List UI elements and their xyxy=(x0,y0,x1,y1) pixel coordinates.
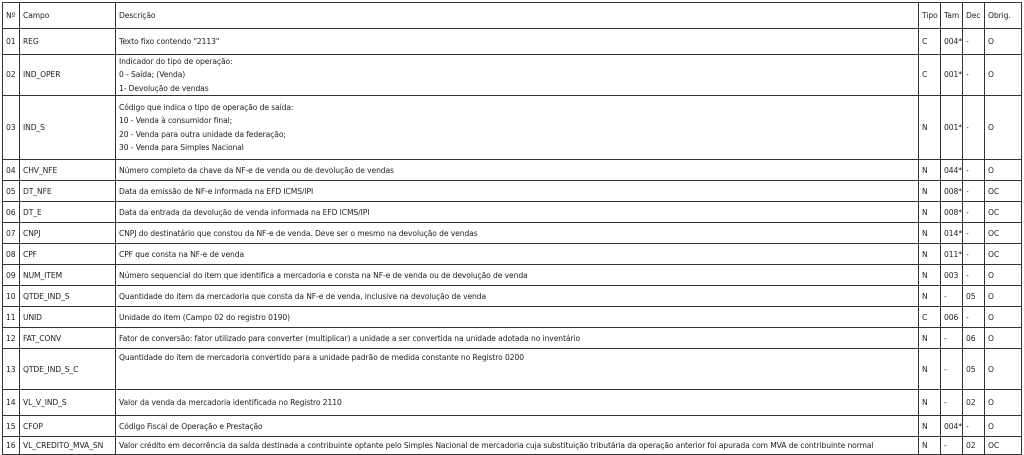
cell-tam: 003 xyxy=(941,265,963,286)
cell-tipo: N xyxy=(919,416,941,437)
cell-tam: 008* xyxy=(941,181,963,202)
description-line: 0 - Saída; (Venda) xyxy=(119,70,186,80)
cell-dec: 02 xyxy=(963,390,985,416)
header-descricao: Descrição xyxy=(116,3,919,29)
description-line: Valor crédito em decorrência da saída destinada a contribuinte optante pelo Simples Nacional de mercadoria cuja substituição tributária da operação anterior foi apurada com MVA de contribuinte normal xyxy=(119,441,874,451)
cell-tam: - xyxy=(941,286,963,307)
cell-obrig: OC xyxy=(985,437,1022,455)
description-line: Código Fiscal de Operação e Prestação xyxy=(119,421,263,431)
registro-2113-fields-table xyxy=(2,2,1022,455)
table-row xyxy=(3,160,1022,181)
cell-campo: CPF xyxy=(20,244,116,265)
cell-dec: - xyxy=(963,181,985,202)
table-row xyxy=(3,328,1022,349)
cell-obrig: O xyxy=(985,160,1022,181)
cell-campo: CFOP xyxy=(20,416,116,437)
cell-tam: 008* xyxy=(941,202,963,223)
cell-campo: NUM_ITEM xyxy=(20,265,116,286)
table-row xyxy=(3,416,1022,437)
cell-tam: - xyxy=(941,328,963,349)
cell-obrig: OC xyxy=(985,244,1022,265)
cell-numero: 14 xyxy=(3,390,20,416)
description-line: Texto fixo contendo "2113" xyxy=(119,36,220,46)
cell-descricao xyxy=(116,328,919,349)
cell-descricao xyxy=(116,244,919,265)
cell-numero: 16 xyxy=(3,437,20,455)
header-campo: Campo xyxy=(20,3,116,29)
cell-numero: 07 xyxy=(3,223,20,244)
cell-obrig: O xyxy=(985,416,1022,437)
cell-campo: DT_NFE xyxy=(20,181,116,202)
cell-dec: - xyxy=(963,202,985,223)
description-line: Data da entrada da devolução de venda informada na EFD ICMS/IPI xyxy=(119,207,370,217)
cell-campo: FAT_CONV xyxy=(20,328,116,349)
cell-numero: 10 xyxy=(3,286,20,307)
cell-tam: 004* xyxy=(941,416,963,437)
cell-tipo: N xyxy=(919,244,941,265)
cell-obrig: O xyxy=(985,307,1022,328)
cell-tipo: N xyxy=(919,328,941,349)
cell-dec: - xyxy=(963,223,985,244)
table-row xyxy=(3,223,1022,244)
cell-descricao xyxy=(116,265,919,286)
cell-obrig: O xyxy=(985,286,1022,307)
table-row xyxy=(3,307,1022,328)
cell-tipo: N xyxy=(919,349,941,390)
cell-campo: VL_CREDITO_MVA_SN xyxy=(20,437,116,455)
cell-tipo: N xyxy=(919,181,941,202)
description-line: CNPJ do destinatário que constou da NF-e de venda. Deve ser o mesmo na devolução de vendas xyxy=(119,228,478,238)
table-row xyxy=(3,286,1022,307)
header-dec: Dec xyxy=(963,3,985,29)
cell-dec: - xyxy=(963,55,985,96)
cell-tam: 044* xyxy=(941,160,963,181)
cell-tipo: N xyxy=(919,160,941,181)
cell-numero: 15 xyxy=(3,416,20,437)
cell-numero: 04 xyxy=(3,160,20,181)
cell-campo: UNID xyxy=(20,307,116,328)
cell-tipo: N xyxy=(919,286,941,307)
cell-campo: QTDE_IND_S_C xyxy=(20,349,116,390)
table-row xyxy=(3,29,1022,55)
cell-obrig: OC xyxy=(985,202,1022,223)
cell-tipo: C xyxy=(919,29,941,55)
cell-numero: 13 xyxy=(3,349,20,390)
description-line: Código que indica o tipo de operação de saída: xyxy=(119,102,294,112)
table-header-row xyxy=(3,3,1022,29)
cell-dec: 06 xyxy=(963,328,985,349)
cell-dec: 05 xyxy=(963,286,985,307)
cell-obrig: O xyxy=(985,96,1022,160)
cell-tipo: N xyxy=(919,437,941,455)
cell-numero: 12 xyxy=(3,328,20,349)
cell-tam: 001* xyxy=(941,55,963,96)
cell-dec: - xyxy=(963,265,985,286)
cell-tam: 014* xyxy=(941,223,963,244)
cell-campo: IND_S xyxy=(20,96,116,160)
cell-descricao xyxy=(116,202,919,223)
table-row xyxy=(3,390,1022,416)
cell-descricao xyxy=(116,286,919,307)
cell-campo: DT_E xyxy=(20,202,116,223)
cell-tipo: N xyxy=(919,223,941,244)
cell-tipo: N xyxy=(919,265,941,286)
cell-descricao xyxy=(116,181,919,202)
cell-tipo: N xyxy=(919,202,941,223)
cell-descricao xyxy=(116,349,919,390)
cell-tam: 001* xyxy=(941,96,963,160)
table-row xyxy=(3,265,1022,286)
cell-numero: 02 xyxy=(3,55,20,96)
cell-descricao xyxy=(116,307,919,328)
cell-tam: - xyxy=(941,349,963,390)
cell-tipo: C xyxy=(919,55,941,96)
table-row xyxy=(3,55,1022,96)
table-row xyxy=(3,202,1022,223)
table-row xyxy=(3,244,1022,265)
cell-numero: 09 xyxy=(3,265,20,286)
cell-tam: 004* xyxy=(941,29,963,55)
cell-numero: 05 xyxy=(3,181,20,202)
description-line: Quantidade do item de mercadoria convertido para a unidade padrão de medida constante no Registro 0200 xyxy=(119,353,524,363)
cell-obrig: OC xyxy=(985,223,1022,244)
description-line: 10 - Venda à consumidor final; xyxy=(119,116,233,126)
cell-tam: - xyxy=(941,437,963,455)
cell-campo: VL_V_IND_S xyxy=(20,390,116,416)
cell-numero: 01 xyxy=(3,29,20,55)
cell-obrig: O xyxy=(985,265,1022,286)
description-line: Número completo da chave da NF-e de venda ou de devolução de vendas xyxy=(119,165,394,175)
cell-descricao xyxy=(116,416,919,437)
cell-obrig: O xyxy=(985,349,1022,390)
cell-tam: 011* xyxy=(941,244,963,265)
description-line: CPF que consta na NF-e de venda xyxy=(119,249,245,259)
cell-numero: 08 xyxy=(3,244,20,265)
cell-tipo: N xyxy=(919,390,941,416)
cell-campo: CHV_NFE xyxy=(20,160,116,181)
cell-descricao xyxy=(116,437,919,455)
cell-tipo: C xyxy=(919,307,941,328)
cell-numero: 11 xyxy=(3,307,20,328)
cell-tam: 006 xyxy=(941,307,963,328)
cell-dec: - xyxy=(963,160,985,181)
header-obrig: Obrig. xyxy=(985,3,1022,29)
cell-tipo: N xyxy=(919,96,941,160)
description-line: Unidade do item (Campo 02 do registro 0190) xyxy=(119,312,290,322)
cell-dec: 02 xyxy=(963,437,985,455)
cell-dec: - xyxy=(963,96,985,160)
table-row xyxy=(3,437,1022,455)
cell-campo: REG xyxy=(20,29,116,55)
cell-dec: - xyxy=(963,307,985,328)
cell-obrig: O xyxy=(985,328,1022,349)
cell-obrig: O xyxy=(985,55,1022,96)
header-tam: Tam xyxy=(941,3,963,29)
cell-descricao xyxy=(116,29,919,55)
cell-dec: 05 xyxy=(963,349,985,390)
cell-campo: IND_OPER xyxy=(20,55,116,96)
cell-obrig: O xyxy=(985,29,1022,55)
cell-obrig: OC xyxy=(985,181,1022,202)
description-line: Fator de conversão: fator utilizado para converter (multiplicar) a unidade a ser convertida na unidade adotada no inventário xyxy=(119,333,580,343)
cell-descricao xyxy=(116,390,919,416)
header-tipo: Tipo xyxy=(919,3,941,29)
cell-campo: CNPJ xyxy=(20,223,116,244)
description-line: Número sequencial do item que identifica a mercadoria e consta na NF-e de venda ou de devolução de venda xyxy=(119,270,528,280)
cell-descricao xyxy=(116,55,919,96)
table-row xyxy=(3,181,1022,202)
table-row xyxy=(3,349,1022,390)
cell-tam: - xyxy=(941,390,963,416)
description-line: Data da emissão de NF-e informada na EFD ICMS/IPI xyxy=(119,186,314,196)
cell-dec: - xyxy=(963,416,985,437)
description-line: Valor da venda da mercadoria identificada no Registro 2110 xyxy=(119,398,342,408)
cell-dec: - xyxy=(963,244,985,265)
table-row xyxy=(3,96,1022,160)
cell-descricao xyxy=(116,223,919,244)
header-numero: Nº xyxy=(3,3,20,29)
description-line: Indicador do tipo de operação: xyxy=(119,57,233,66)
cell-descricao xyxy=(116,160,919,181)
description-line: 20 - Venda para outra unidade da federação; xyxy=(119,129,286,139)
description-line: 30 - Venda para Simples Nacional xyxy=(119,143,244,153)
cell-dec: - xyxy=(963,29,985,55)
cell-campo: QTDE_IND_S xyxy=(20,286,116,307)
cell-obrig: O xyxy=(985,390,1022,416)
cell-numero: 06 xyxy=(3,202,20,223)
cell-numero: 03 xyxy=(3,96,20,160)
description-line: Quantidade do item da mercadoria que consta da NF-e de venda, inclusive na devolução de venda xyxy=(119,291,487,301)
cell-descricao xyxy=(116,96,919,160)
description-line: 1- Devolução de vendas xyxy=(119,83,209,93)
